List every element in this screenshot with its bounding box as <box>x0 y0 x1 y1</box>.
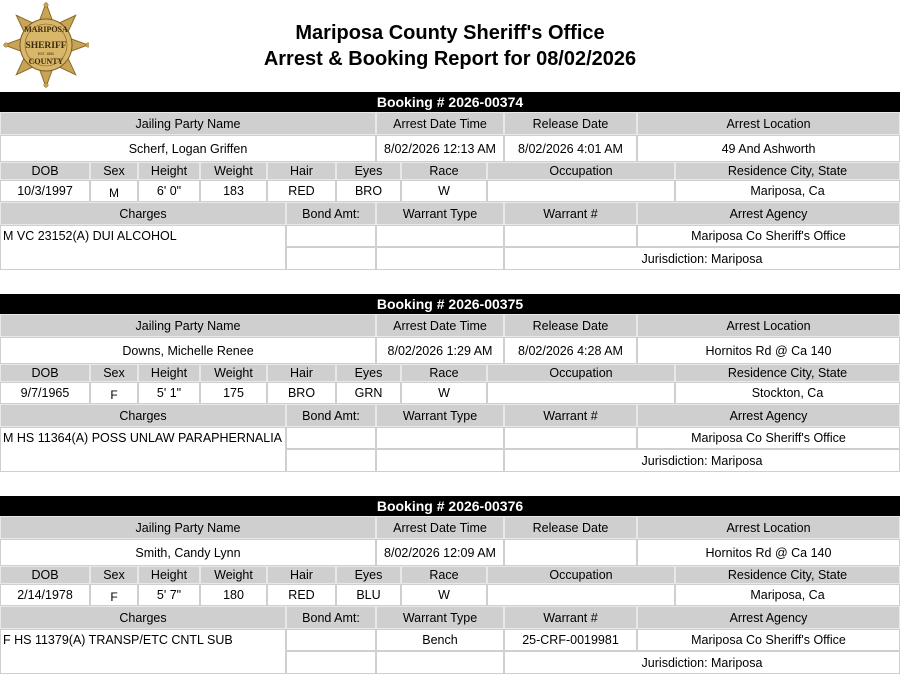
label-weight: Weight <box>200 566 267 584</box>
label-charges: Charges <box>0 404 286 427</box>
arrest-agency-value: Mariposa Co Sheriff's Office <box>637 225 900 247</box>
report-header <box>0 0 900 92</box>
label-weight: Weight <box>200 364 267 382</box>
label-dob: DOB <box>0 566 90 584</box>
label-race: Race <box>401 162 487 180</box>
label-warrant-type: Warrant Type <box>376 404 504 427</box>
badge-bottom-text: COUNTY <box>28 57 64 66</box>
height-value: 5' 1" <box>138 382 200 404</box>
release-date <box>504 539 637 566</box>
report-title: Mariposa County Sheriff's Office <box>295 22 605 44</box>
label-warrant-type: Warrant Type <box>376 202 504 225</box>
hair-value: RED <box>267 180 336 202</box>
residence-value: Stockton, Ca <box>675 382 900 404</box>
label-arrest-location: Arrest Location <box>637 112 900 135</box>
label-hair: Hair <box>267 364 336 382</box>
label-residence: Residence City, State <box>675 566 900 584</box>
eyes-value: BRO <box>336 180 401 202</box>
bond-amt-value <box>286 427 376 449</box>
badge-small-text: EST. 1850 <box>37 52 55 56</box>
label-occupation: Occupation <box>487 364 675 382</box>
booking-record <box>0 496 900 676</box>
label-hair: Hair <box>267 162 336 180</box>
label-arrest-agency: Arrest Agency <box>637 202 900 225</box>
label-residence: Residence City, State <box>675 162 900 180</box>
booking-number-bar: Booking # 2026-00375 <box>0 294 900 314</box>
residence-value: Mariposa, Ca <box>675 584 900 606</box>
bond-amt-value <box>286 225 376 247</box>
label-occupation: Occupation <box>487 162 675 180</box>
booking-record <box>0 92 900 272</box>
jailing-party-name: Smith, Candy Lynn <box>0 539 376 566</box>
label-warrant-number: Warrant # <box>504 606 637 629</box>
charges-value: M VC 23152(A) DUI ALCOHOL <box>0 225 286 270</box>
badge-top-text: MARIPOSA <box>24 25 68 34</box>
label-dob: DOB <box>0 364 90 382</box>
dob-value: 9/7/1965 <box>0 382 90 404</box>
eyes-value: GRN <box>336 382 401 404</box>
sheriff-badge-logo <box>3 2 89 88</box>
blank-cell <box>286 247 376 270</box>
label-height: Height <box>138 566 200 584</box>
label-weight: Weight <box>200 162 267 180</box>
jurisdiction-value: Jurisdiction: Mariposa <box>504 449 900 472</box>
blank-cell <box>286 651 376 674</box>
label-eyes: Eyes <box>336 566 401 584</box>
label-arrest-agency: Arrest Agency <box>637 404 900 427</box>
label-bond-amt: Bond Amt: <box>286 202 376 225</box>
label-sex: Sex <box>90 162 138 180</box>
booking-record <box>0 294 900 474</box>
label-occupation: Occupation <box>487 566 675 584</box>
charges-value: F HS 11379(A) TRANSP/ETC CNTL SUB <box>0 629 286 674</box>
label-sex: Sex <box>90 566 138 584</box>
arrest-date-time: 8/02/2026 12:13 AM <box>376 135 504 162</box>
label-race: Race <box>401 566 487 584</box>
jurisdiction-value: Jurisdiction: Mariposa <box>504 247 900 270</box>
eyes-value: BLU <box>336 584 401 606</box>
race-value: W <box>401 180 487 202</box>
arrest-location: Hornitos Rd @ Ca 140 <box>637 337 900 364</box>
jailing-party-name: Downs, Michelle Renee <box>0 337 376 364</box>
label-arrest-location: Arrest Location <box>637 314 900 337</box>
charges-value: M HS 11364(A) POSS UNLAW PARAPHERNALIA <box>0 427 286 472</box>
dob-value: 10/3/1997 <box>0 180 90 202</box>
warrant-type-value <box>376 225 504 247</box>
hair-value: RED <box>267 584 336 606</box>
hair-value: BRO <box>267 382 336 404</box>
occupation-value <box>487 180 675 202</box>
label-release-date: Release Date <box>504 314 637 337</box>
release-date: 8/02/2026 4:28 AM <box>504 337 637 364</box>
blank-cell <box>376 651 504 674</box>
label-bond-amt: Bond Amt: <box>286 606 376 629</box>
label-charges: Charges <box>0 606 286 629</box>
warrant-type-value <box>376 427 504 449</box>
warrant-number-value: 25-CRF-0019981 <box>504 629 637 651</box>
label-eyes: Eyes <box>336 364 401 382</box>
label-jailing-party-name: Jailing Party Name <box>0 112 376 135</box>
label-arrest-date-time: Arrest Date Time <box>376 112 504 135</box>
weight-value: 180 <box>200 584 267 606</box>
bond-amt-value <box>286 629 376 651</box>
race-value: W <box>401 382 487 404</box>
label-charges: Charges <box>0 202 286 225</box>
sex-value: M <box>90 180 138 202</box>
arrest-date-time: 8/02/2026 1:29 AM <box>376 337 504 364</box>
arrest-location: Hornitos Rd @ Ca 140 <box>637 539 900 566</box>
release-date: 8/02/2026 4:01 AM <box>504 135 637 162</box>
race-value: W <box>401 584 487 606</box>
badge-middle-text: SHERIFF <box>25 41 67 51</box>
label-release-date: Release Date <box>504 112 637 135</box>
label-hair: Hair <box>267 566 336 584</box>
occupation-value <box>487 382 675 404</box>
weight-value: 175 <box>200 382 267 404</box>
warrant-type-value: Bench <box>376 629 504 651</box>
label-race: Race <box>401 364 487 382</box>
label-height: Height <box>138 162 200 180</box>
label-warrant-number: Warrant # <box>504 404 637 427</box>
occupation-value <box>487 584 675 606</box>
booking-number-bar: Booking # 2026-00374 <box>0 92 900 112</box>
residence-value: Mariposa, Ca <box>675 180 900 202</box>
label-arrest-date-time: Arrest Date Time <box>376 516 504 539</box>
blank-cell <box>376 247 504 270</box>
blank-cell <box>376 449 504 472</box>
label-warrant-number: Warrant # <box>504 202 637 225</box>
weight-value: 183 <box>200 180 267 202</box>
dob-value: 2/14/1978 <box>0 584 90 606</box>
height-value: 5' 7" <box>138 584 200 606</box>
label-eyes: Eyes <box>336 162 401 180</box>
label-arrest-date-time: Arrest Date Time <box>376 314 504 337</box>
sex-value: F <box>90 584 138 606</box>
label-release-date: Release Date <box>504 516 637 539</box>
jailing-party-name: Scherf, Logan Griffen <box>0 135 376 162</box>
label-sex: Sex <box>90 364 138 382</box>
label-warrant-type: Warrant Type <box>376 606 504 629</box>
sex-value: F <box>90 382 138 404</box>
label-bond-amt: Bond Amt: <box>286 404 376 427</box>
report-subtitle: Arrest & Booking Report for 08/02/2026 <box>263 48 637 70</box>
label-height: Height <box>138 364 200 382</box>
arrest-agency-value: Mariposa Co Sheriff's Office <box>637 629 900 651</box>
label-residence: Residence City, State <box>675 364 900 382</box>
warrant-number-value <box>504 225 637 247</box>
booking-number-bar: Booking # 2026-00376 <box>0 496 900 516</box>
label-jailing-party-name: Jailing Party Name <box>0 516 376 539</box>
label-arrest-location: Arrest Location <box>637 516 900 539</box>
label-arrest-agency: Arrest Agency <box>637 606 900 629</box>
warrant-number-value <box>504 427 637 449</box>
arrest-date-time: 8/02/2026 12:09 AM <box>376 539 504 566</box>
blank-cell <box>286 449 376 472</box>
label-dob: DOB <box>0 162 90 180</box>
arrest-location: 49 And Ashworth <box>637 135 900 162</box>
label-jailing-party-name: Jailing Party Name <box>0 314 376 337</box>
height-value: 6' 0" <box>138 180 200 202</box>
jurisdiction-value: Jurisdiction: Mariposa <box>504 651 900 674</box>
arrest-agency-value: Mariposa Co Sheriff's Office <box>637 427 900 449</box>
